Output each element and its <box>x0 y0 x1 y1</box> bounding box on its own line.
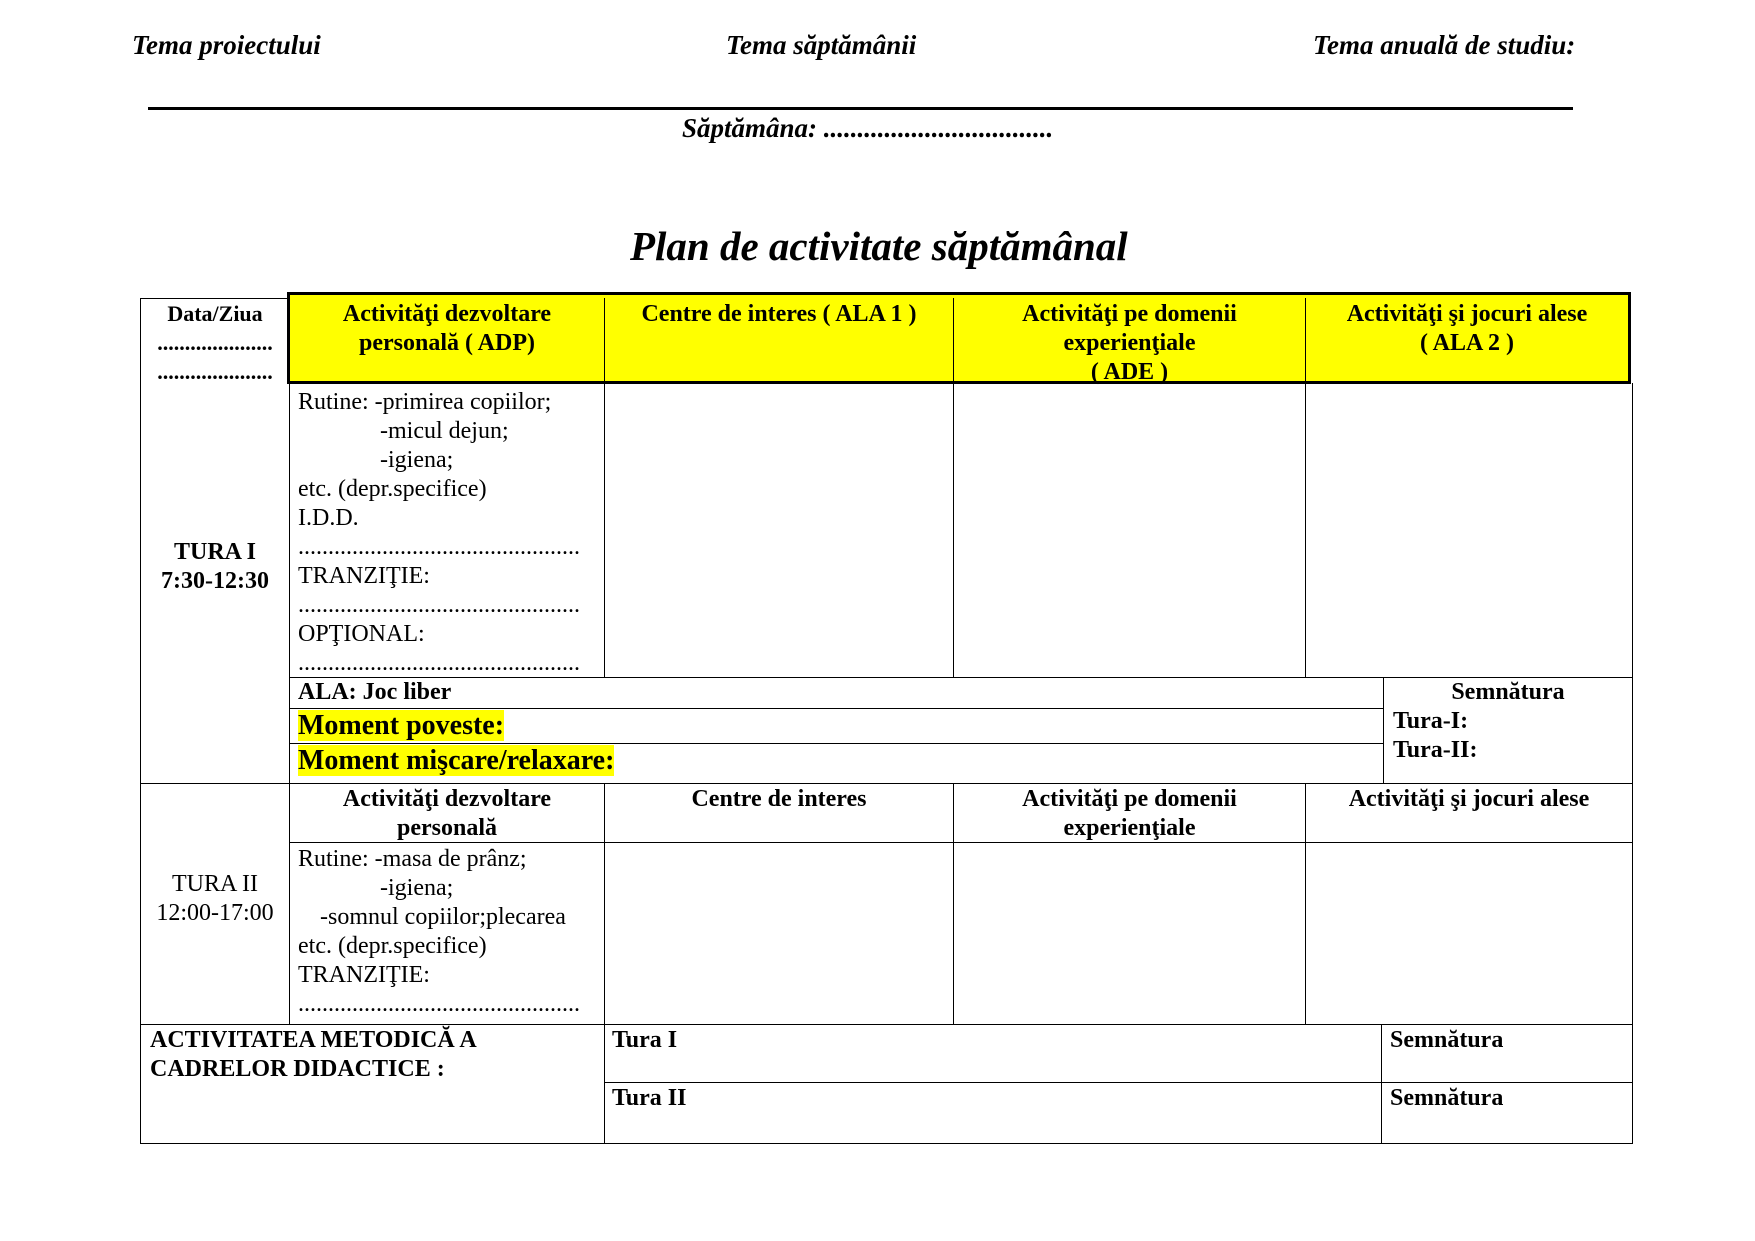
story-moment: Moment poveste: <box>298 710 505 741</box>
methodical-signature-2: Semnătura <box>1390 1085 1504 1111</box>
methodical-signature-1: Semnătura <box>1390 1027 1504 1053</box>
tura2-header-centre: Centre de interes <box>691 786 867 812</box>
tura2-header-ade: Activităţi pe domenii experienţiale <box>1022 786 1237 841</box>
annual-theme-label: Tema anuală de studiu: <box>1313 30 1576 60</box>
signature-tura2: Tura-II: <box>1393 737 1478 763</box>
movement-moment: Moment mişcare/relaxare: <box>298 745 615 776</box>
page-title: Plan de activitate săptămânal <box>630 223 1128 269</box>
header-ade: Activităţi pe domenii experienţiale ( ADE ) <box>1022 301 1237 385</box>
tura2-routines: Rutine: -masa de prânz; -igiena; -somnul copiilor;plecarea etc. (depr.specifice) TRANZIŢIE: ............................................... <box>298 846 580 1017</box>
signature-title: Semnătura <box>1451 679 1565 705</box>
tura2-header-ala2: Activităţi şi jocuri alese <box>1348 786 1590 812</box>
header-adp: Activităţi dezvoltare personală ( ADP) <box>342 301 552 356</box>
week-label: Săptămâna: .................................. <box>682 113 1054 143</box>
header-rule <box>148 107 1573 110</box>
header-ala2: Activităţi şi jocuri alese ( ALA 2 ) <box>1346 301 1588 356</box>
methodical-activity-label: ACTIVITATEA METODICĂ A CADRELOR DIDACTICE : <box>150 1027 477 1082</box>
signature-tura1: Tura-I: <box>1393 708 1469 734</box>
date-day-label: Data/Ziua <box>167 301 263 326</box>
ala-free-play: ALA: Joc liber <box>298 679 452 705</box>
tura2-header-adp: Activităţi dezvoltare personală <box>342 786 552 841</box>
date-dots-1: ..................... <box>157 330 273 355</box>
tura1-routines: Rutine: -primirea copiilor; -micul dejun; -igiena; etc. (depr.specifice) I.D.D. ............................................... TRANZIŢIE: ............................................... OPŢIONAL: ............................................... <box>298 389 580 676</box>
header-ala1: Centre de interes ( ALA 1 ) <box>641 301 917 327</box>
week-theme-label: Tema săptămânii <box>726 30 917 60</box>
tura1-label: TURA I 7:30-12:30 <box>161 539 269 594</box>
date-dots-2: ..................... <box>157 359 273 384</box>
project-theme-label: Tema proiectului <box>132 30 321 60</box>
methodical-tura2: Tura II <box>612 1085 687 1111</box>
tura2-label: TURA II 12:00-17:00 <box>156 871 274 926</box>
methodical-tura1: Tura I <box>612 1027 678 1053</box>
